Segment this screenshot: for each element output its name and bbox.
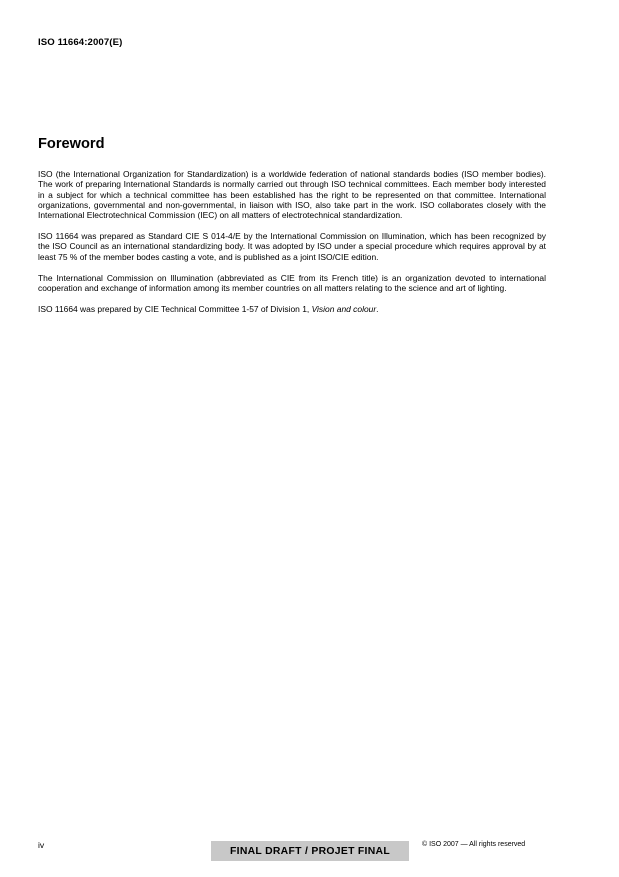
foreword-body [38,169,546,324]
committee-text-end: . [376,303,379,314]
draft-label: FINAL DRAFT / PROJET FINAL [211,841,409,861]
page-number: iv [38,840,45,850]
paragraph-preparation: ISO 11664 was prepared as Standard CIE S 014-4/E by the International Commission on Illumination, which has been recognized by the ISO Council as an international standardizing body. It was adopted by ISO under a special procedure which requires approval by at least 75 % of the member bodes casting a vote, and is published as a joint ISO/CIE edition. [38,231,546,262]
page-title: Foreword [38,136,105,152]
document-id: ISO 11664:2007(E) [38,37,123,48]
committee-text: ISO 11664 was prepared by CIE Technical Committee 1-57 of Division 1, [38,303,312,314]
copyright-notice: © ISO 2007 — All rights reserved [422,841,526,848]
paragraph-cie: The International Commission on Illumination (abbreviated as CIE from its French title) is an organization devoted to international cooperation and exchange of information among its member countries on all matters relating to the science and art of lighting. [38,272,546,293]
committee-division-title: Vision and colour [311,303,377,314]
paragraph-iso-intro: ISO (the International Organization for Standardization) is a worldwide federation of national standards bodies (ISO member bodies). The work of preparing International Standards is normally carried out through ISO technical committees. Each member body interested in a subject for which a technical committee has been established has the right to be represented on that committee. International organizations, governmental and non-governmental, in liaison with ISO, also take part in the work. ISO collaborates closely with the International Electrotechnical Commission (IEC) on all matters of electrotechnical standardization. [38,169,546,221]
paragraph-committee [38,304,546,314]
